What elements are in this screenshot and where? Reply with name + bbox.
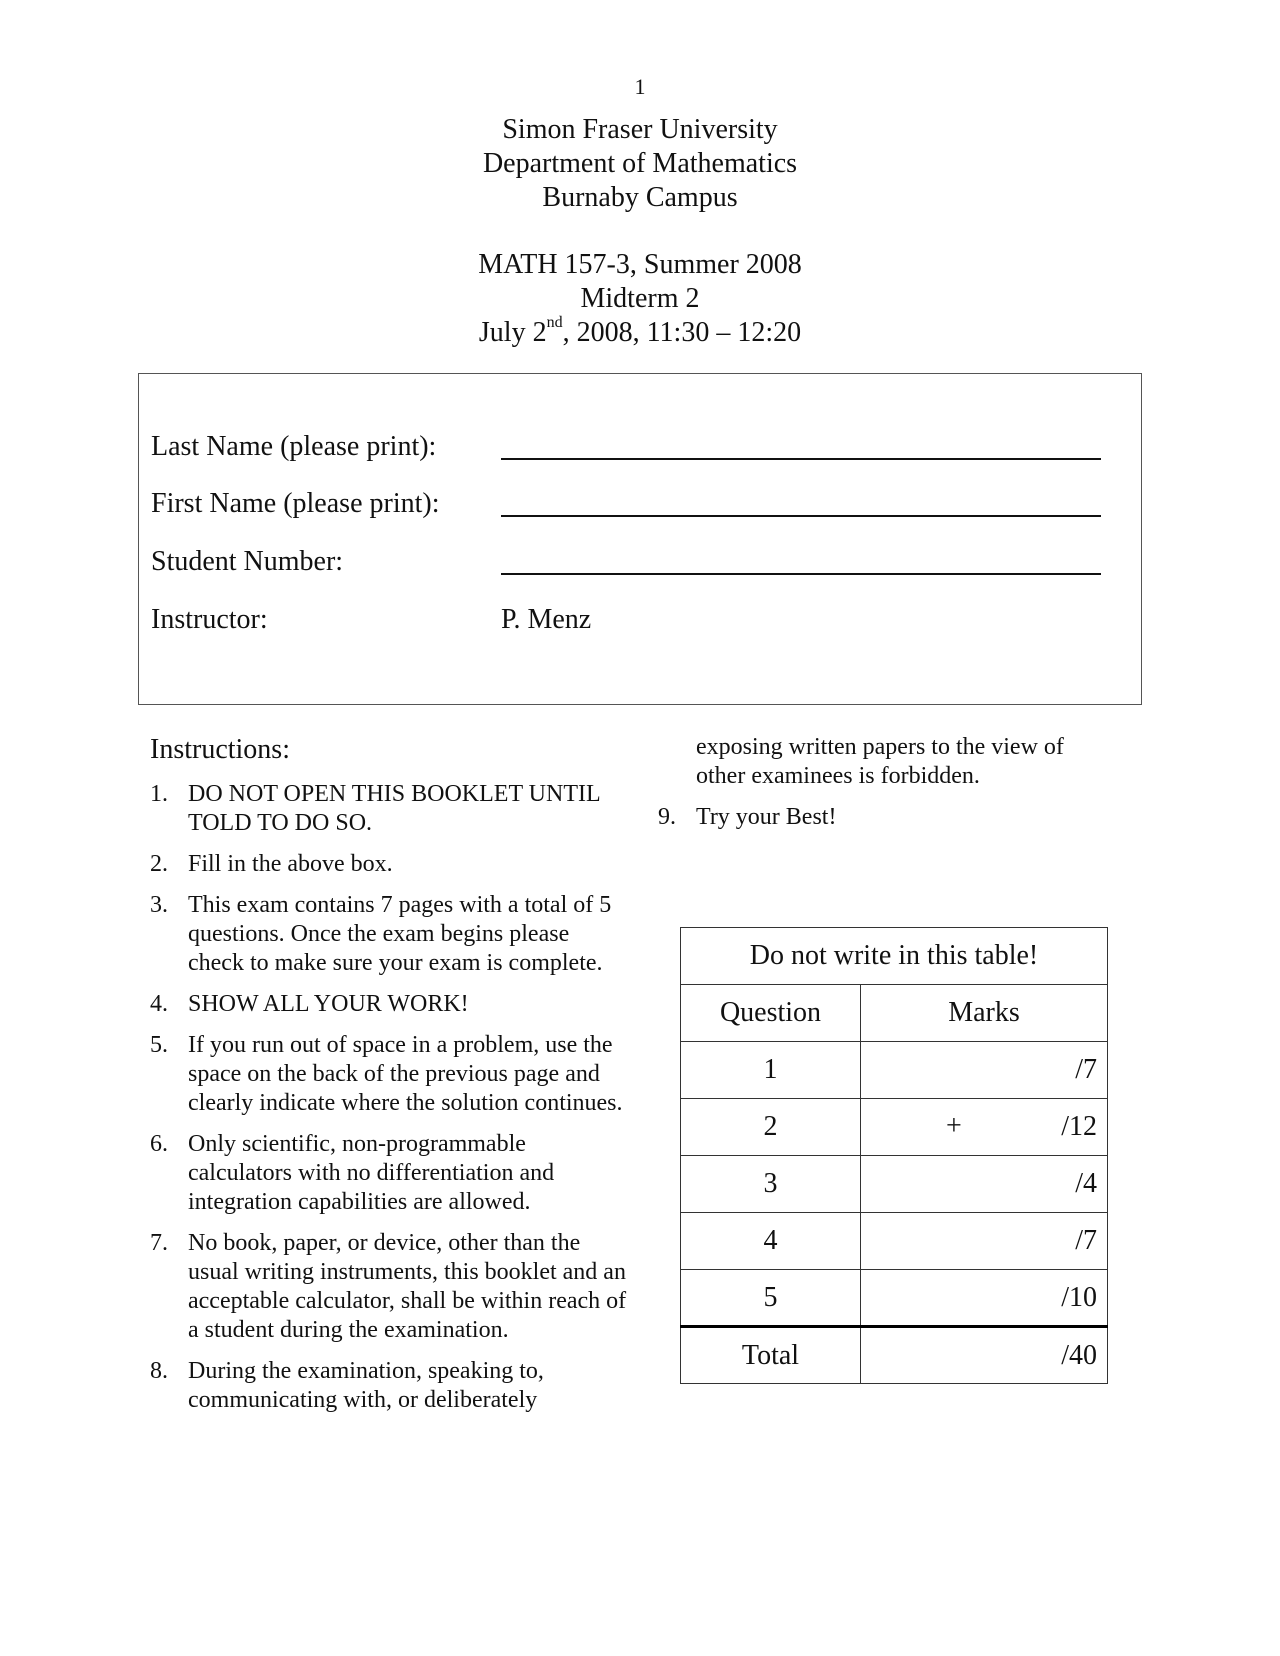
table-row [681, 1042, 1108, 1099]
item-text: No book, paper, or device, other than the usual writing instruments, this booklet and an acceptable calculator, shall be within reach of a student during the examination. [188, 1230, 627, 1343]
instructor-label: Instructor: [151, 604, 268, 635]
exam-header-institution [0, 113, 1280, 215]
marks-cell [861, 1156, 1108, 1213]
question-number: 2 [681, 1099, 861, 1156]
question-number: 3 [681, 1156, 861, 1213]
question-number: 5 [681, 1270, 861, 1327]
total-marks: /40 [861, 1327, 1108, 1384]
question-header: Question [681, 985, 861, 1042]
marks-value: /7 [1075, 1054, 1097, 1085]
table-title-row [681, 928, 1108, 985]
course-title: MATH 157-3, Summer 2008 [478, 249, 802, 280]
student-info-box [138, 373, 1142, 705]
marks-cell [861, 1270, 1108, 1327]
exam-date-sup: nd [546, 313, 563, 331]
list-item [150, 1357, 630, 1415]
last-name-row [151, 430, 1131, 466]
exam-title: Midterm 2 [580, 283, 700, 314]
item-number: 4. [150, 991, 168, 1017]
exam-date-suffix: , 2008, 11:30 – 12:20 [562, 317, 802, 348]
marks-value: /7 [1075, 1225, 1097, 1256]
list-item [150, 1229, 630, 1345]
table-row [681, 1270, 1108, 1327]
total-row [681, 1327, 1108, 1384]
instructions-heading: Instructions: [150, 734, 290, 765]
list-item [150, 1130, 630, 1217]
marks-value: /12 [1061, 1111, 1097, 1142]
table-row [681, 1156, 1108, 1213]
page-number: 1 [634, 74, 646, 99]
marks-value: /10 [1061, 1281, 1097, 1313]
item-number: 2. [150, 851, 168, 877]
list-item [150, 990, 630, 1019]
item-text: This exam contains 7 pages with a total of 5 questions. Once the exam begins please check to make sure your exam is complete. [188, 892, 612, 976]
item-number: 5. [150, 1032, 168, 1058]
campus-name: Burnaby Campus [542, 182, 738, 213]
item-text: If you run out of space in a problem, use the space on the back of the previous page and clearly indicate where the solution continues. [188, 1032, 623, 1116]
question-number: 4 [681, 1213, 861, 1270]
university-name: Simon Fraser University [502, 114, 778, 145]
department-name: Department of Mathematics [482, 148, 798, 179]
table-row [681, 1099, 1108, 1156]
student-number-blank[interactable] [501, 573, 1101, 575]
total-label: Total [681, 1327, 861, 1384]
item-text: DO NOT OPEN THIS BOOKLET UNTIL TOLD TO DO SO. [188, 781, 600, 836]
item-8-continued: exposing written papers to the view of other examinees is forbidden. [696, 734, 1064, 789]
exam-header-course [0, 248, 1280, 350]
marks-header: Marks [861, 985, 1108, 1042]
first-name-row [151, 487, 1131, 523]
item-number: 3. [150, 892, 168, 918]
item-text: Try your Best! [696, 804, 837, 830]
plus-mark: + [946, 1110, 962, 1142]
item-number: 8. [150, 1358, 168, 1384]
exam-date-prefix: July 2 [478, 317, 547, 348]
marks-cell [861, 1099, 1108, 1156]
last-name-label: Last Name (please print): [151, 431, 437, 462]
item-number: 6. [150, 1131, 168, 1157]
item-text: Fill in the above box. [188, 851, 393, 877]
item-text: SHOW ALL YOUR WORK! [188, 991, 469, 1017]
instructor-row [151, 603, 1131, 639]
list-item [150, 1031, 630, 1118]
first-name-label: First Name (please print): [151, 488, 440, 519]
table-header-row [681, 985, 1108, 1042]
last-name-blank[interactable] [501, 458, 1101, 460]
table-title: Do not write in this table! [681, 928, 1108, 985]
student-number-label: Student Number: [151, 546, 344, 577]
student-number-row [151, 545, 1131, 581]
list-item [150, 850, 630, 879]
item-number: 9. [658, 804, 676, 830]
list-item [150, 891, 630, 978]
instructions-list-continued [658, 733, 1098, 844]
item-number: 1. [150, 781, 168, 807]
instructor-value: P. Menz [501, 604, 592, 635]
marks-value: /4 [1075, 1168, 1097, 1199]
marks-table [680, 927, 1108, 1384]
instructions-list [150, 780, 630, 1427]
item-text: During the examination, speaking to, communicating with, or deliberately [188, 1358, 544, 1413]
marks-cell [861, 1042, 1108, 1099]
item-text: Only scientific, non-programmable calculators with no differentiation and integration capabilities are allowed. [188, 1131, 555, 1215]
question-number: 1 [681, 1042, 861, 1099]
first-name-blank[interactable] [501, 515, 1101, 517]
exam-date [0, 313, 1280, 350]
table-row [681, 1213, 1108, 1270]
list-item [150, 780, 630, 838]
list-item [658, 803, 1098, 832]
item-number: 7. [150, 1230, 168, 1256]
marks-cell [861, 1213, 1108, 1270]
